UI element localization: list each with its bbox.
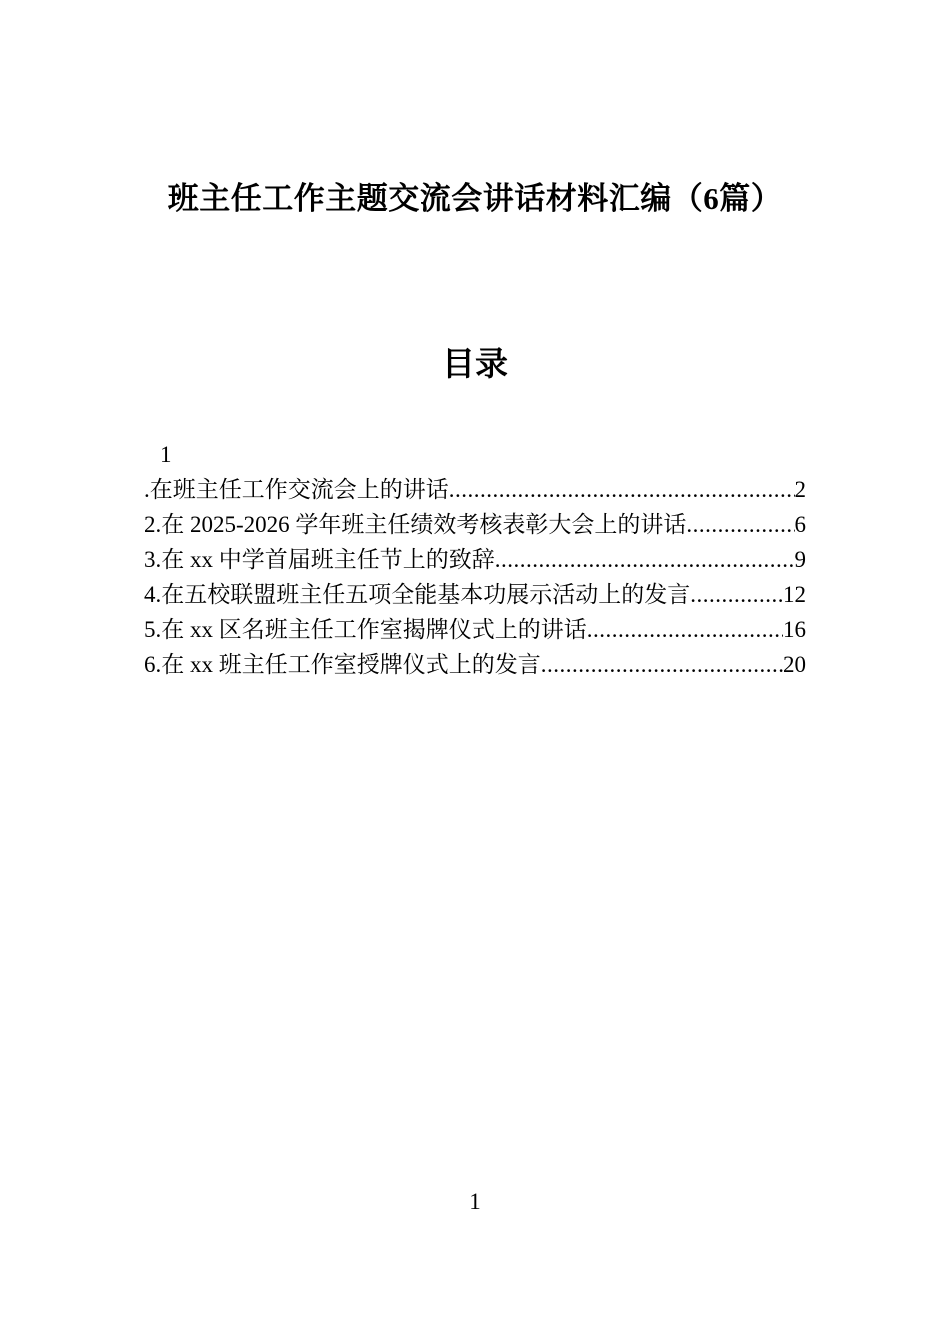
- toc-entry-page: 16: [783, 617, 806, 642]
- toc-leader-dots: [587, 612, 783, 647]
- toc-entry-page: 12: [783, 582, 806, 607]
- toc-leader-dots: [495, 542, 795, 577]
- toc-heading: 目录: [442, 347, 508, 383]
- toc-entry-5[interactable]: [144, 612, 806, 647]
- toc-entry-label: 3.在 xx 中学首届班主任节上的致辞: [144, 547, 495, 572]
- toc-leader-dots: [449, 472, 795, 507]
- toc-entry-label: 6.在 xx 班主任工作室授牌仪式上的发言: [144, 652, 541, 677]
- toc-entry-label: 2.在 2025-2026 学年班主任绩效考核表彰大会上的讲话: [144, 512, 687, 537]
- toc-entry-label: .在班主任工作交流会上的讲话: [144, 477, 449, 502]
- toc-entry-label: 4.在五校联盟班主任五项全能基本功展示活动上的发言: [144, 582, 691, 607]
- toc-leader-dots: [541, 647, 783, 682]
- toc-entry-label: 5.在 xx 区名班主任工作室揭牌仪式上的讲话: [144, 617, 587, 642]
- toc-entry-page: 2: [794, 477, 806, 502]
- toc-entry-3[interactable]: [144, 542, 806, 577]
- toc-entry-2[interactable]: [144, 507, 806, 542]
- toc-entry-6[interactable]: [144, 647, 806, 682]
- toc-entry-page: 6: [794, 512, 806, 537]
- toc-first-number: [144, 438, 806, 472]
- toc-leader-dots: [690, 577, 783, 612]
- toc-leader-dots: [686, 507, 794, 542]
- toc-entry-4[interactable]: [144, 577, 806, 612]
- toc-entry-page: 20: [783, 652, 806, 677]
- toc-entry-page: 9: [794, 547, 806, 572]
- table-of-contents: [144, 438, 806, 682]
- toc-entry-1[interactable]: [144, 472, 806, 507]
- toc-number-label: 1: [160, 442, 172, 467]
- page-number: 1: [469, 1189, 481, 1214]
- document-title: 班主任工作主题交流会讲话材料汇编（6篇）: [167, 181, 783, 216]
